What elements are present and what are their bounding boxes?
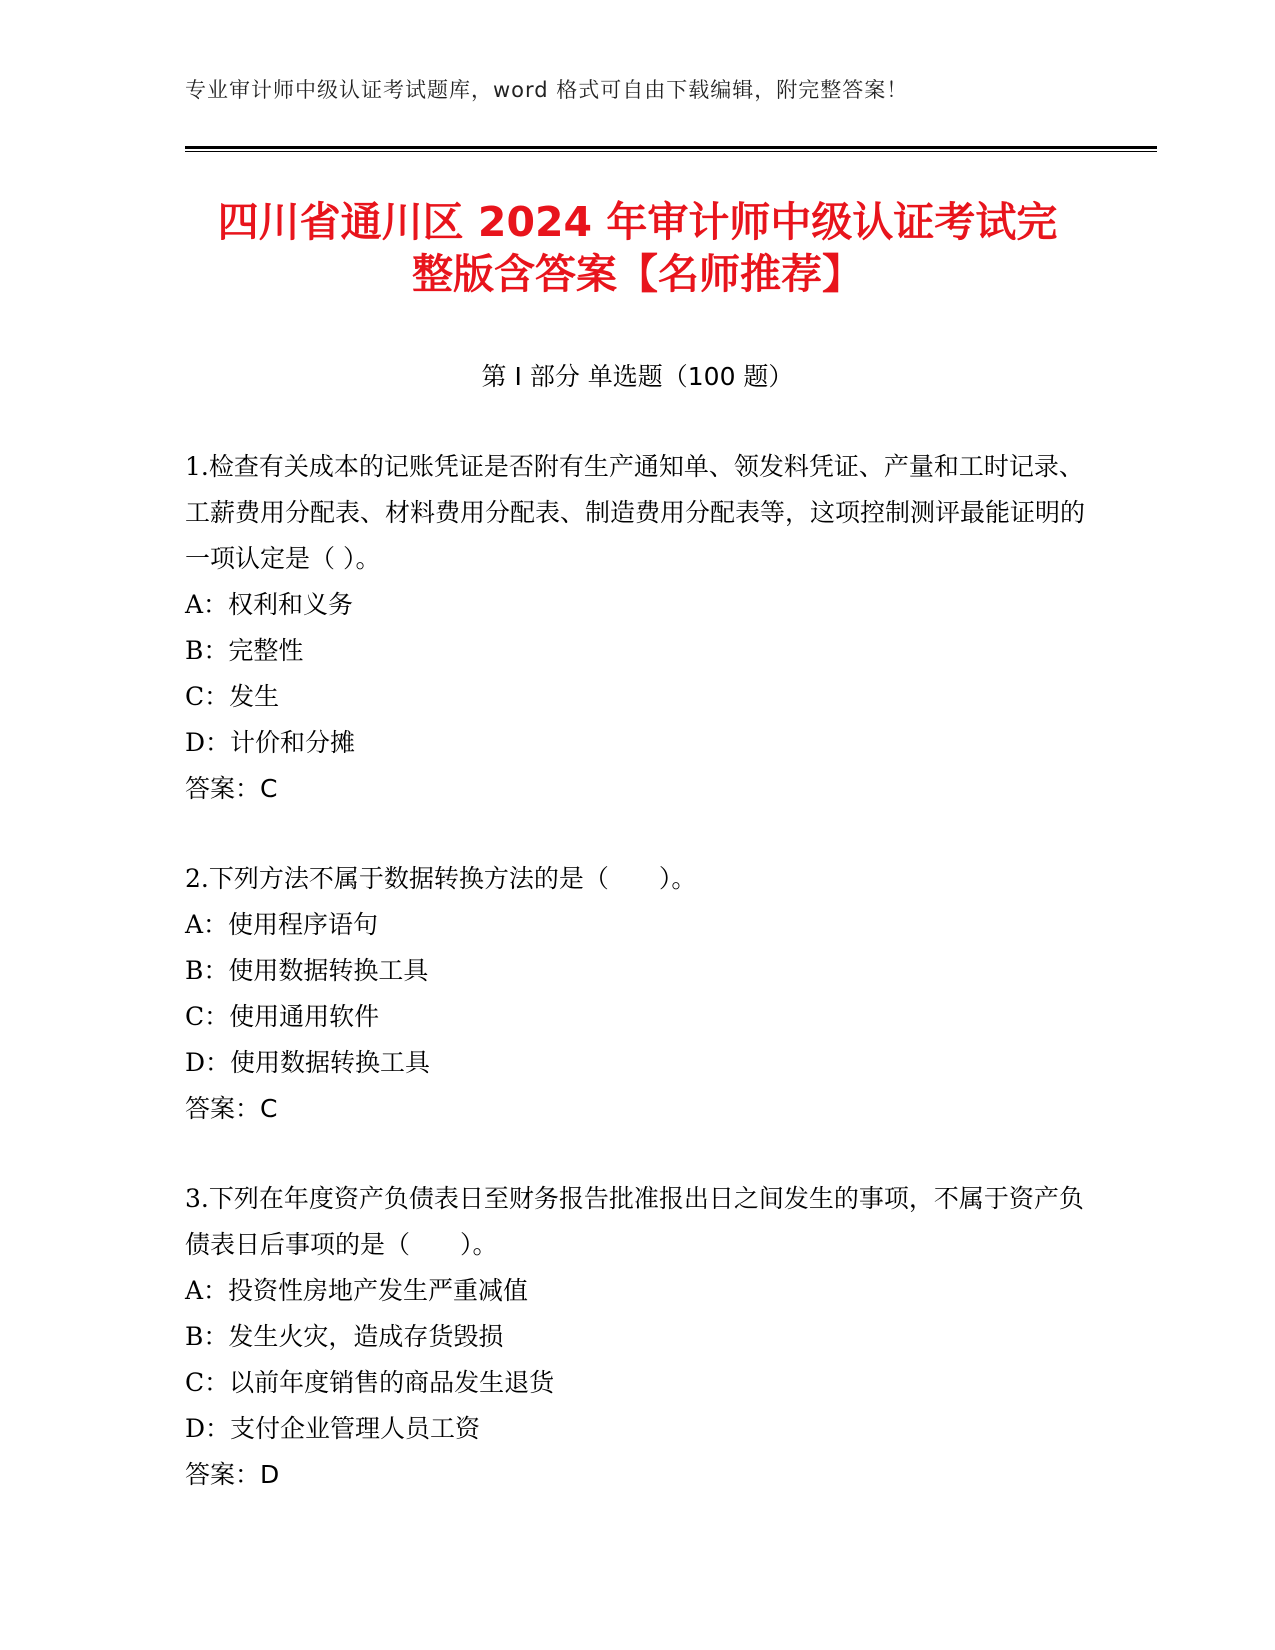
question-1 [185,444,1085,812]
answer-line: 答案：C [185,1094,278,1123]
document-title-line-1: 四川省通川区 2024 年审计师中级认证考试完 [217,198,1058,246]
header-divider-thin [185,151,1157,152]
option-c: C：发生 [185,682,280,711]
option-a: A：权利和义务 [185,590,354,619]
option-a: A：投资性房地产发生严重减值 [185,1276,529,1305]
question-2 [185,856,1085,1132]
question-stem: 2.下列方法不属于数据转换方法的是（ ）。 [185,864,697,893]
option-d: D：使用数据转换工具 [185,1048,431,1077]
option-d: D：支付企业管理人员工资 [185,1414,481,1443]
question-stem: 1.检查有关成本的记账凭证是否附有生产通知单、领发料凭证、产量和工时记录、工薪费用分配表、材料费用分配表、制造费用分配表等，这项控制测评最能证明的一项认定是（ ）。 [185,452,1086,573]
header-divider-thick [185,146,1157,149]
option-a: A：使用程序语句 [185,910,379,939]
section-title: 第 I 部分 单选题（100 题） [481,362,794,391]
question-3 [185,1176,1085,1498]
option-b: B：完整性 [185,636,304,665]
document-title-line-2: 整版含答案【名师推荐】 [412,250,863,298]
question-list [185,444,1085,1542]
header-note: 专业审计师中级认证考试题库，word 格式可自由下载编辑，附完整答案！ [185,78,909,102]
question-stem: 3.下列在年度资产负债表日至财务报告批准报出日之间发生的事项，不属于资产负债表日后事项的是（ ）。 [185,1184,1084,1259]
option-c: C：使用通用软件 [185,1002,380,1031]
document-title [185,196,1090,300]
option-b: B：发生火灾，造成存货毁损 [185,1322,504,1351]
option-d: D：计价和分摊 [185,728,356,757]
answer-line: 答案：D [185,1460,280,1489]
answer-line: 答案：C [185,774,278,803]
option-c: C：以前年度销售的商品发生退货 [185,1368,555,1397]
option-b: B：使用数据转换工具 [185,956,429,985]
